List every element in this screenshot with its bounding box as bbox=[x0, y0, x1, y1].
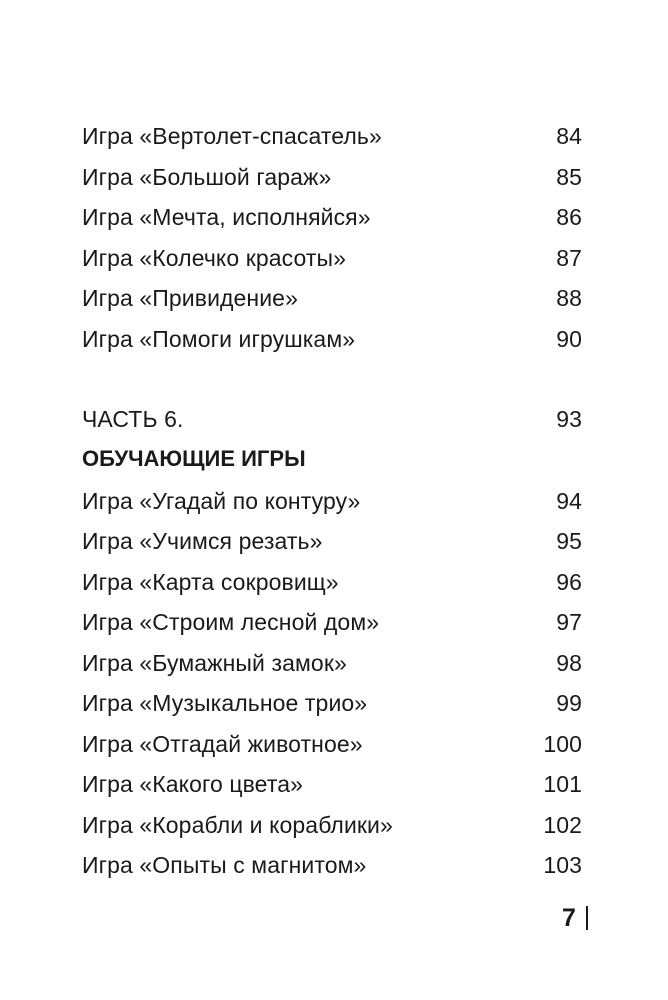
toc-entry-page: 98 bbox=[556, 649, 582, 676]
toc-entry-title: Игра «Бумажный замок» bbox=[82, 649, 347, 676]
part-page: 93 bbox=[556, 405, 582, 432]
toc-entry bbox=[82, 808, 582, 842]
toc-entry-title: Игра «Привидение» bbox=[82, 284, 298, 311]
page-folio bbox=[562, 900, 588, 936]
toc-entry bbox=[82, 565, 582, 599]
toc-entry bbox=[82, 119, 582, 153]
toc-entry bbox=[82, 484, 582, 518]
toc-entry-title: Игра «Колечко красоты» bbox=[82, 244, 347, 271]
toc-entry-page: 102 bbox=[543, 811, 582, 838]
toc-entry-page: 94 bbox=[556, 487, 582, 514]
toc-entry bbox=[82, 605, 582, 639]
toc-entry bbox=[82, 160, 582, 194]
toc-entry bbox=[82, 281, 582, 315]
folio-divider bbox=[586, 906, 588, 930]
toc-entry bbox=[82, 646, 582, 680]
toc-entry-title: Игра «Вертолет-спасатель» bbox=[82, 122, 382, 149]
toc-entry-page: 85 bbox=[556, 163, 582, 190]
toc-entry-page: 87 bbox=[556, 244, 582, 271]
toc-entry bbox=[82, 686, 582, 720]
toc-entry-title: Игра «Мечта, исполняйся» bbox=[82, 203, 371, 230]
toc-entry-title: Игра «Учимся резать» bbox=[82, 527, 323, 554]
toc-entry-page: 96 bbox=[556, 568, 582, 595]
toc-entry bbox=[82, 524, 582, 558]
toc-entry-title: Игра «Отгадай животное» bbox=[82, 730, 363, 757]
toc-entry-title: Игра «Большой гараж» bbox=[82, 163, 332, 190]
toc-entry-page: 99 bbox=[556, 689, 582, 716]
toc-entry-page: 86 bbox=[556, 203, 582, 230]
part-label: ЧАСТЬ 6. bbox=[82, 405, 184, 432]
toc-entry-title: Игра «Карта сокровищ» bbox=[82, 568, 339, 595]
toc-entry-page: 88 bbox=[556, 284, 582, 311]
toc-entry-page: 90 bbox=[556, 325, 582, 352]
toc-entry bbox=[82, 241, 582, 275]
toc-entry-title: Игра «Музыкальное трио» bbox=[82, 689, 368, 716]
toc-entry-title: Игра «Строим лесной дом» bbox=[82, 608, 380, 635]
toc-entry-page: 97 bbox=[556, 608, 582, 635]
toc-entry bbox=[82, 848, 582, 882]
toc-entry bbox=[82, 322, 582, 356]
toc-entry-page: 95 bbox=[556, 527, 582, 554]
toc-entry-title: Игра «Угадай по контуру» bbox=[82, 487, 361, 514]
section-heading: ОБУЧАЮЩИЕ ИГРЫ bbox=[82, 446, 306, 471]
toc-entry-page: 103 bbox=[543, 851, 582, 878]
toc-entry-title: Игра «Какого цвета» bbox=[82, 770, 303, 797]
toc-entry bbox=[82, 200, 582, 234]
toc-entry-title: Игра «Помоги игрушкам» bbox=[82, 325, 356, 352]
page-number: 7 bbox=[562, 903, 576, 932]
part-entry bbox=[82, 402, 582, 436]
toc-entry bbox=[82, 767, 582, 801]
toc-entry-page: 101 bbox=[543, 770, 582, 797]
toc-entry-title: Игра «Корабли и кораблики» bbox=[82, 811, 393, 838]
toc-entry-page: 84 bbox=[556, 122, 582, 149]
toc-entry bbox=[82, 727, 582, 761]
toc-entry-page: 100 bbox=[543, 730, 582, 757]
toc-entry-title: Игра «Опыты с магнитом» bbox=[82, 851, 367, 878]
